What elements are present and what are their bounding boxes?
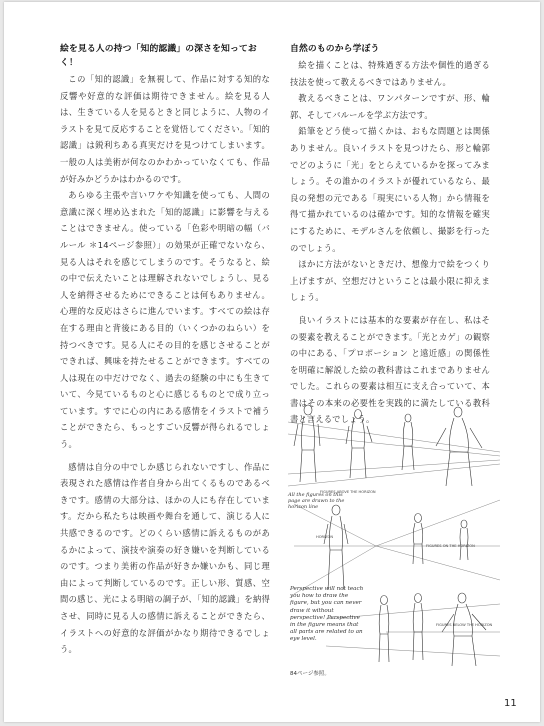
- label-horizon: HORIZON: [316, 535, 334, 539]
- figures-below-horizon: [379, 593, 486, 666]
- right-paragraph-3: 鉛筆をどう使って描くかは、おもな問題とは関係ありません。良いイラストを見つけたら、形と輪郭でどのように「光」をとらえているかを探ってみましょう。その誰かのイラストが優れているなら、最良の発想の元である「現実にいる人物」から情報を得て描かれているのは確かです。知的な情報を確実にするために、モデルさんを依頼し、撮影を行ったのでしょう。: [290, 126, 490, 253]
- right-paragraph-1: 絵を描くことは、特殊過ぎる方法や個性的過ぎる技法を使って教えるべきではありません。: [290, 60, 490, 87]
- label-figures-on-horizon: FIGURES ON THE HORIZON: [426, 544, 475, 548]
- perspective-figure-illustration: [286, 394, 502, 680]
- figure-note-bottom: Perspective will not teach you how to draw the figure, but you can never draw it without perspective! Perspective in the figure means that all parts are related to an eye level.: [290, 586, 364, 643]
- left-column: [60, 42, 270, 658]
- right-paragraph-5: 良いイラストには基本的な要素が存在し、私はその要素を教えることができます。「光とカゲ」の観察の中にある、「プロポーション と遠近感」の関係性を明確に解説した絵の教科書はこれまでありませんでした。これらの要素は相互に支え合っていて、本書はその本来の必要性を実践的に満たしている教科書と言えるでしょう。: [290, 314, 490, 425]
- right-paragraph-2: 教えるべきことは、ワンパターンですが、形、輪郭、そしてバルールを学ぶ方法です。: [290, 93, 490, 120]
- book-page: [4, 2, 540, 722]
- figure-caption: 84ページ参照。: [290, 671, 330, 677]
- label-figures-below: FIGURES BELOW THE HORIZON: [436, 623, 493, 627]
- left-paragraph-1: この「知的認識」を無視して、作品に対する知的な反響や好意的な評価は期待できません。絵を見る人は、生きている人を見るときと同じように、人物のイラストを見て反応することを覚悟してください。「知的認識」は鋭利ちある真実だけを見つけてしまいます。一般の人は美術が何なのかわかっていなくても、作品が好みかどうかはわかるのです。: [60, 74, 270, 184]
- right-column: [290, 42, 490, 428]
- right-paragraph-4: ほかに方法がないときだけ、想像力で絵をつくり上げますが、空想だけということは最小限に抑えましょう。: [290, 259, 490, 303]
- left-heading: 絵を見る人の持つ「知的認識」の深さを知っておく！: [60, 44, 257, 68]
- right-heading: 自然のものから学ぼう: [290, 44, 380, 54]
- figure-note-top: All the figures on this page are drawn to the horizon line: [288, 492, 345, 511]
- left-paragraph-2: あらゆる主張や言いワケや知識を使っても、人間の意識に深く埋め込まれた「知的認識」に影響を与えることはできません。使っている「色彩や明暗の幅（バルール ＊14ページ参照）」の効果が正確でないなら、見る人はそれを感じてしまうのです。そうなると、絵の中で伝えたいことは理解されないでしょうし、見る人を納得させるためにできることは何もありません。心理的な反応はさらに進んでいます。すべての絵は存在する理由と背後にある目的（いくつかのねらい）を持つべきです。見る人にその目的を感じさせることができれば、興味を持たせることができます。すべての人は現在の中だけでなく、過去の経験の中にも生きていて、今見ているものと心に感じるものとで成り立っています。すでに心の内にある感情をイラストで補うことができたら、もっとすごい反響が得られるでしょう。: [60, 190, 270, 450]
- page-number: 11: [504, 698, 517, 709]
- left-paragraph-3: 感情は自分の中でしか感じられないですし、作品に表現された感情は作者自身から出てくるものであるべきです。感情の大部分は、ほかの人にも存在しています。だから私たちは映画や舞台を通して、演じる人に共感できるのです。どのくらい感情に訴えるものがあるかによって、演技や演奏の好き嫌いを判断しているのです。つまり美術の作品が好きか嫌いかも、同じ理由によって判断しているのです。正しい形、質感、空間の感じ、光による明暗の調子が、「知的認識」を納得させ、同時に見る人の感情に訴えることができたら、イラストへの好意的な評価がかなり期待できるでしょう。: [60, 461, 270, 655]
- label-figures-above: FIGURES ABOVE THE HORIZON: [320, 490, 376, 494]
